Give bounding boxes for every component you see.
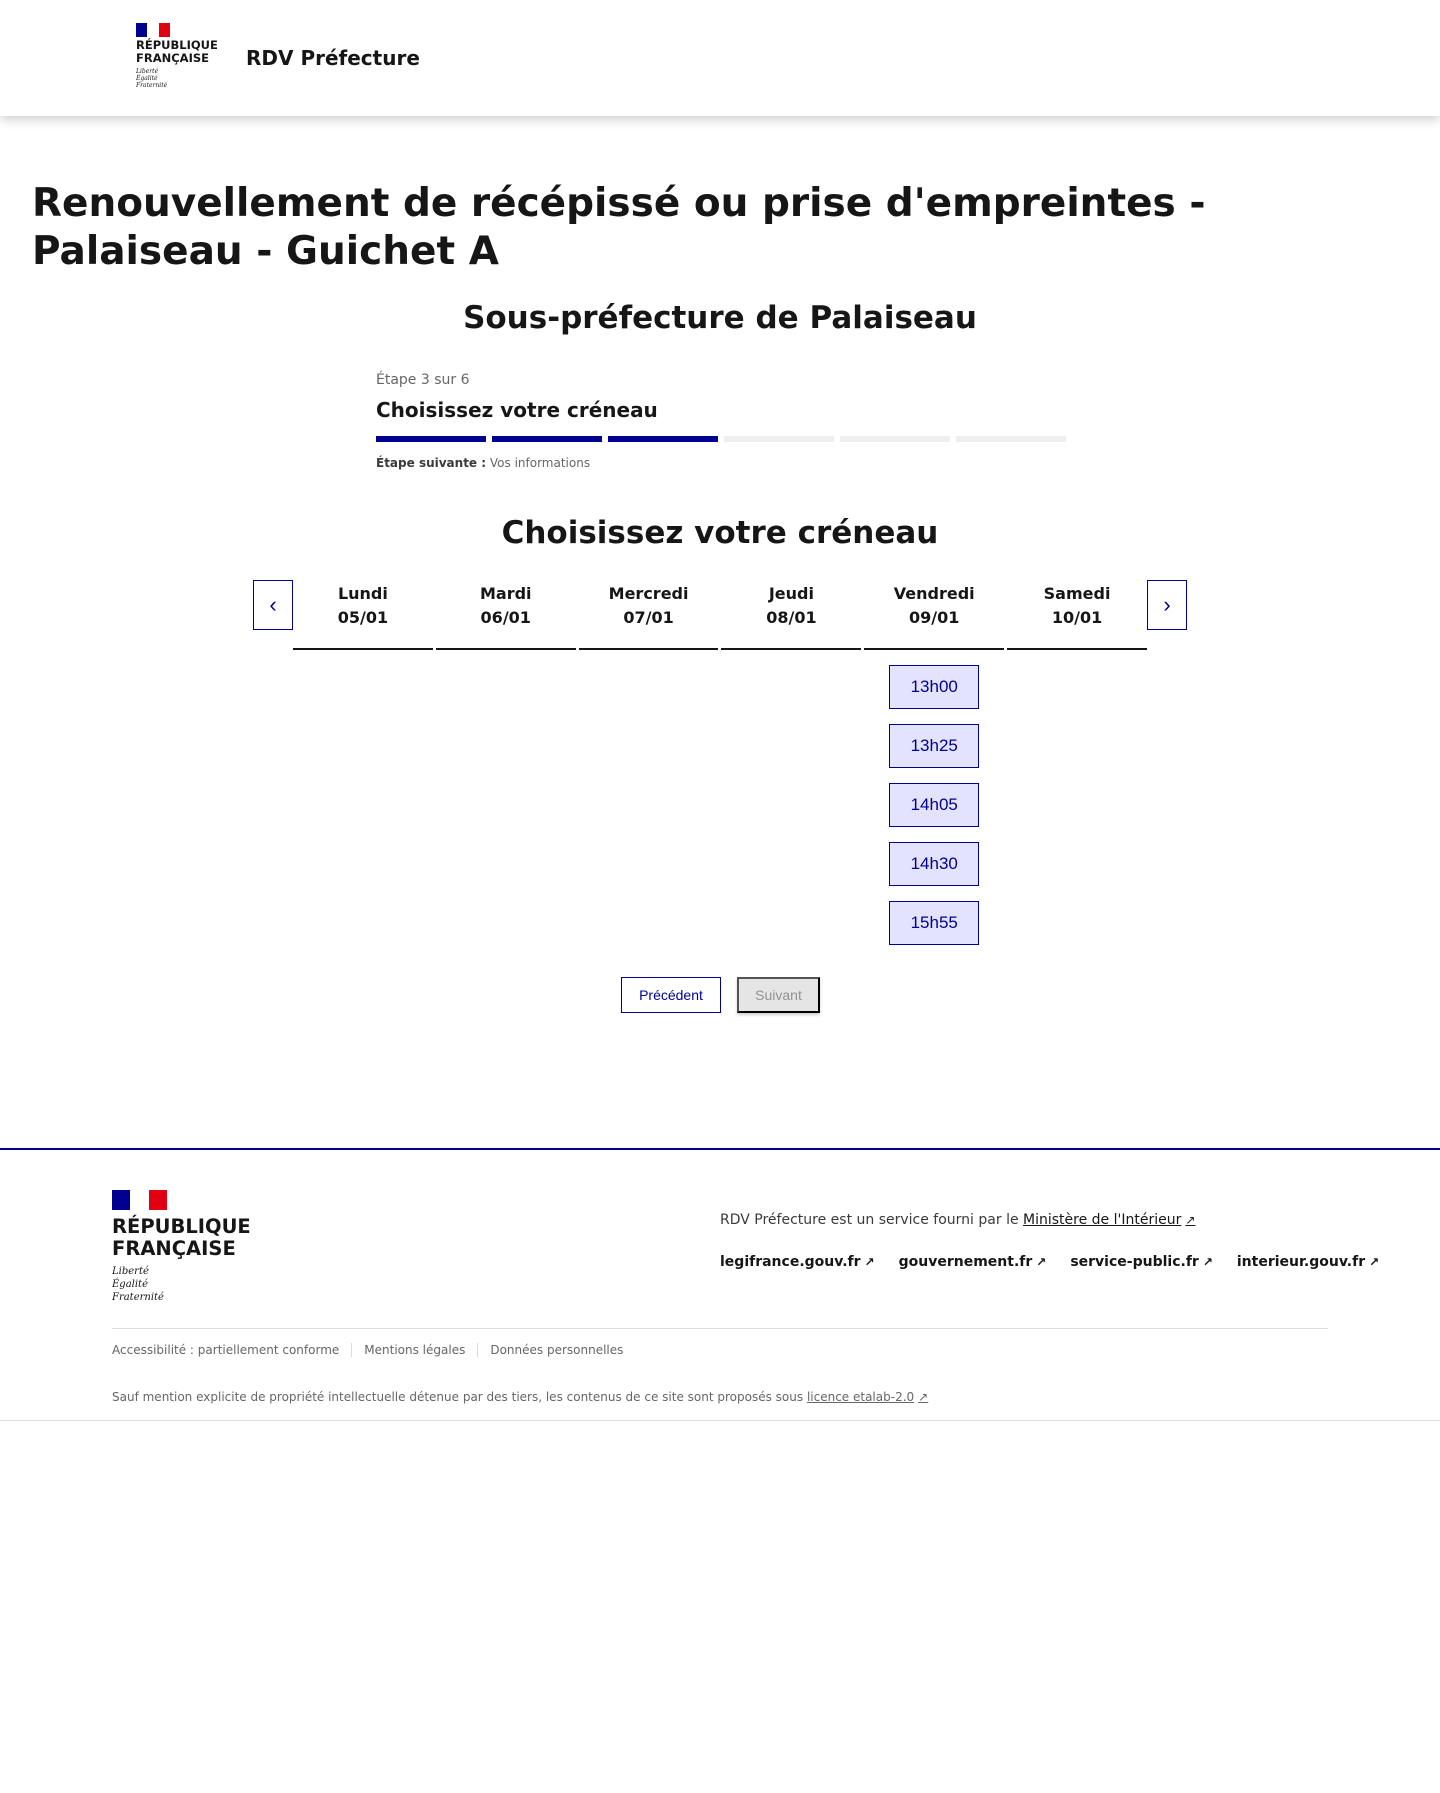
step-progress: [376, 436, 1066, 442]
day-column: [293, 580, 433, 945]
footer-license: [112, 1390, 928, 1404]
step-count: Étape 3 sur 6: [376, 372, 470, 388]
slots-title: Choisissez votre créneau: [501, 515, 939, 551]
prefecture-title: Sous-préfecture de Palaiseau: [463, 300, 977, 336]
time-slot-button[interactable]: 14h30: [889, 842, 979, 886]
footer-divider: [112, 1328, 1328, 1329]
time-slot-button[interactable]: 14h05: [889, 783, 979, 827]
day-date: 06/01: [480, 608, 531, 627]
calendar-days: [293, 580, 1147, 945]
previous-button[interactable]: Précédent: [621, 977, 721, 1013]
footer-link[interactable]: gouvernement.fr ↗: [898, 1254, 1047, 1270]
footer-bottom-links: [112, 1343, 635, 1357]
step-bar: [840, 436, 950, 442]
day-name: Vendredi: [893, 584, 975, 603]
footer-links: [720, 1254, 1379, 1270]
site-header: [0, 0, 1440, 116]
external-link-icon: ↗: [1369, 1255, 1380, 1269]
day-column: [864, 580, 1004, 945]
step-title: Choisissez votre créneau: [376, 398, 658, 422]
day-date: 10/01: [1051, 608, 1103, 627]
footer-link[interactable]: service-public.fr ↗: [1070, 1254, 1213, 1270]
previous-week-button[interactable]: [253, 580, 293, 630]
footer-bottom-link[interactable]: Données personnelles: [477, 1343, 635, 1357]
step-next: [376, 456, 1066, 470]
step-bar: [376, 436, 486, 442]
day-name: Samedi: [1043, 584, 1111, 603]
stepper: [376, 372, 1066, 470]
step-bar: [956, 436, 1066, 442]
chevron-right-icon: ›: [1163, 592, 1171, 617]
slot-list: [1007, 650, 1147, 665]
ministere-link[interactable]: Ministère de l'Intérieur ↗: [1023, 1212, 1196, 1228]
site-footer: [0, 1148, 1440, 1421]
footer-logo-motto: Liberté Égalité Fraternité: [112, 1266, 164, 1303]
day-header: [864, 580, 1004, 650]
time-slot-button[interactable]: 15h55: [889, 901, 979, 945]
day-name: Mercredi: [608, 584, 689, 603]
next-week-button[interactable]: [1147, 580, 1187, 630]
footer-link[interactable]: legifrance.gouv.fr ↗: [720, 1254, 875, 1270]
day-date: 08/01: [766, 608, 817, 627]
slot-list: [436, 650, 576, 665]
day-column: [436, 580, 576, 945]
footer-bottom-link[interactable]: Mentions légales: [351, 1343, 477, 1357]
step-bar: [724, 436, 834, 442]
logo-motto: Liberté Égalité Fraternité: [136, 68, 168, 89]
external-link-icon: ↗: [1185, 1213, 1196, 1227]
day-column: [1007, 580, 1147, 945]
step-bar: [608, 436, 718, 442]
flag-icon: [136, 23, 170, 37]
time-slot-button[interactable]: 13h00: [889, 665, 979, 709]
day-date: 05/01: [337, 608, 389, 627]
day-header: [436, 580, 576, 650]
license-link[interactable]: licence etalab-2.0 ↗: [806, 1390, 929, 1404]
day-name: Jeudi: [768, 584, 814, 603]
page-title: Renouvellement de récépissé ou prise d'empreintes - Palaiseau - Guichet A: [32, 181, 1206, 274]
next-button[interactable]: Suivant: [737, 977, 820, 1013]
external-link-icon: ↗: [1036, 1255, 1047, 1269]
day-header: [579, 580, 719, 650]
slot-list: [864, 650, 1004, 945]
site-name[interactable]: RDV Préfecture: [246, 46, 420, 70]
day-date: 07/01: [623, 608, 674, 627]
logo-text: RÉPUBLIQUE FRANÇAISE: [136, 38, 218, 65]
slot-list: [579, 650, 719, 665]
footer-bottom-link[interactable]: Accessibilité : partiellement conforme: [112, 1343, 340, 1357]
external-link-icon: ↗: [864, 1255, 875, 1269]
day-header: [721, 580, 861, 650]
day-name: Mardi: [479, 584, 532, 603]
license-text: Sauf mention explicite de propriété intellectuelle détenue par des tiers, les contenus de ce site sont proposés sous: [112, 1390, 804, 1404]
footer-link[interactable]: interieur.gouv.fr ↗: [1236, 1254, 1380, 1270]
external-link-icon: ↗: [1202, 1255, 1213, 1269]
footer-logo-text: RÉPUBLIQUE FRANÇAISE: [112, 1215, 251, 1260]
form-actions: [621, 977, 820, 1013]
chevron-left-icon: ‹: [269, 592, 277, 617]
time-slot-button[interactable]: 13h25: [889, 724, 979, 768]
day-column: [579, 580, 719, 945]
step-bar: [492, 436, 602, 442]
day-name: Lundi: [337, 584, 388, 603]
day-header: [1007, 580, 1147, 650]
footer-description: [720, 1212, 1195, 1228]
flag-icon: [112, 1190, 167, 1210]
day-date: 09/01: [909, 608, 960, 627]
day-header: [293, 580, 433, 650]
step-next-value: Vos informations: [489, 456, 591, 470]
slot-list: [721, 650, 861, 665]
footer-logo[interactable]: [112, 1190, 252, 1304]
step-next-label: Étape suivante :: [376, 456, 487, 470]
day-column: [721, 580, 861, 945]
slot-list: [293, 650, 433, 665]
external-link-icon: ↗: [918, 1390, 929, 1404]
republique-francaise-logo[interactable]: [136, 23, 216, 95]
footer-desc-prefix: RDV Préfecture est un service fourni par le: [720, 1212, 1019, 1228]
